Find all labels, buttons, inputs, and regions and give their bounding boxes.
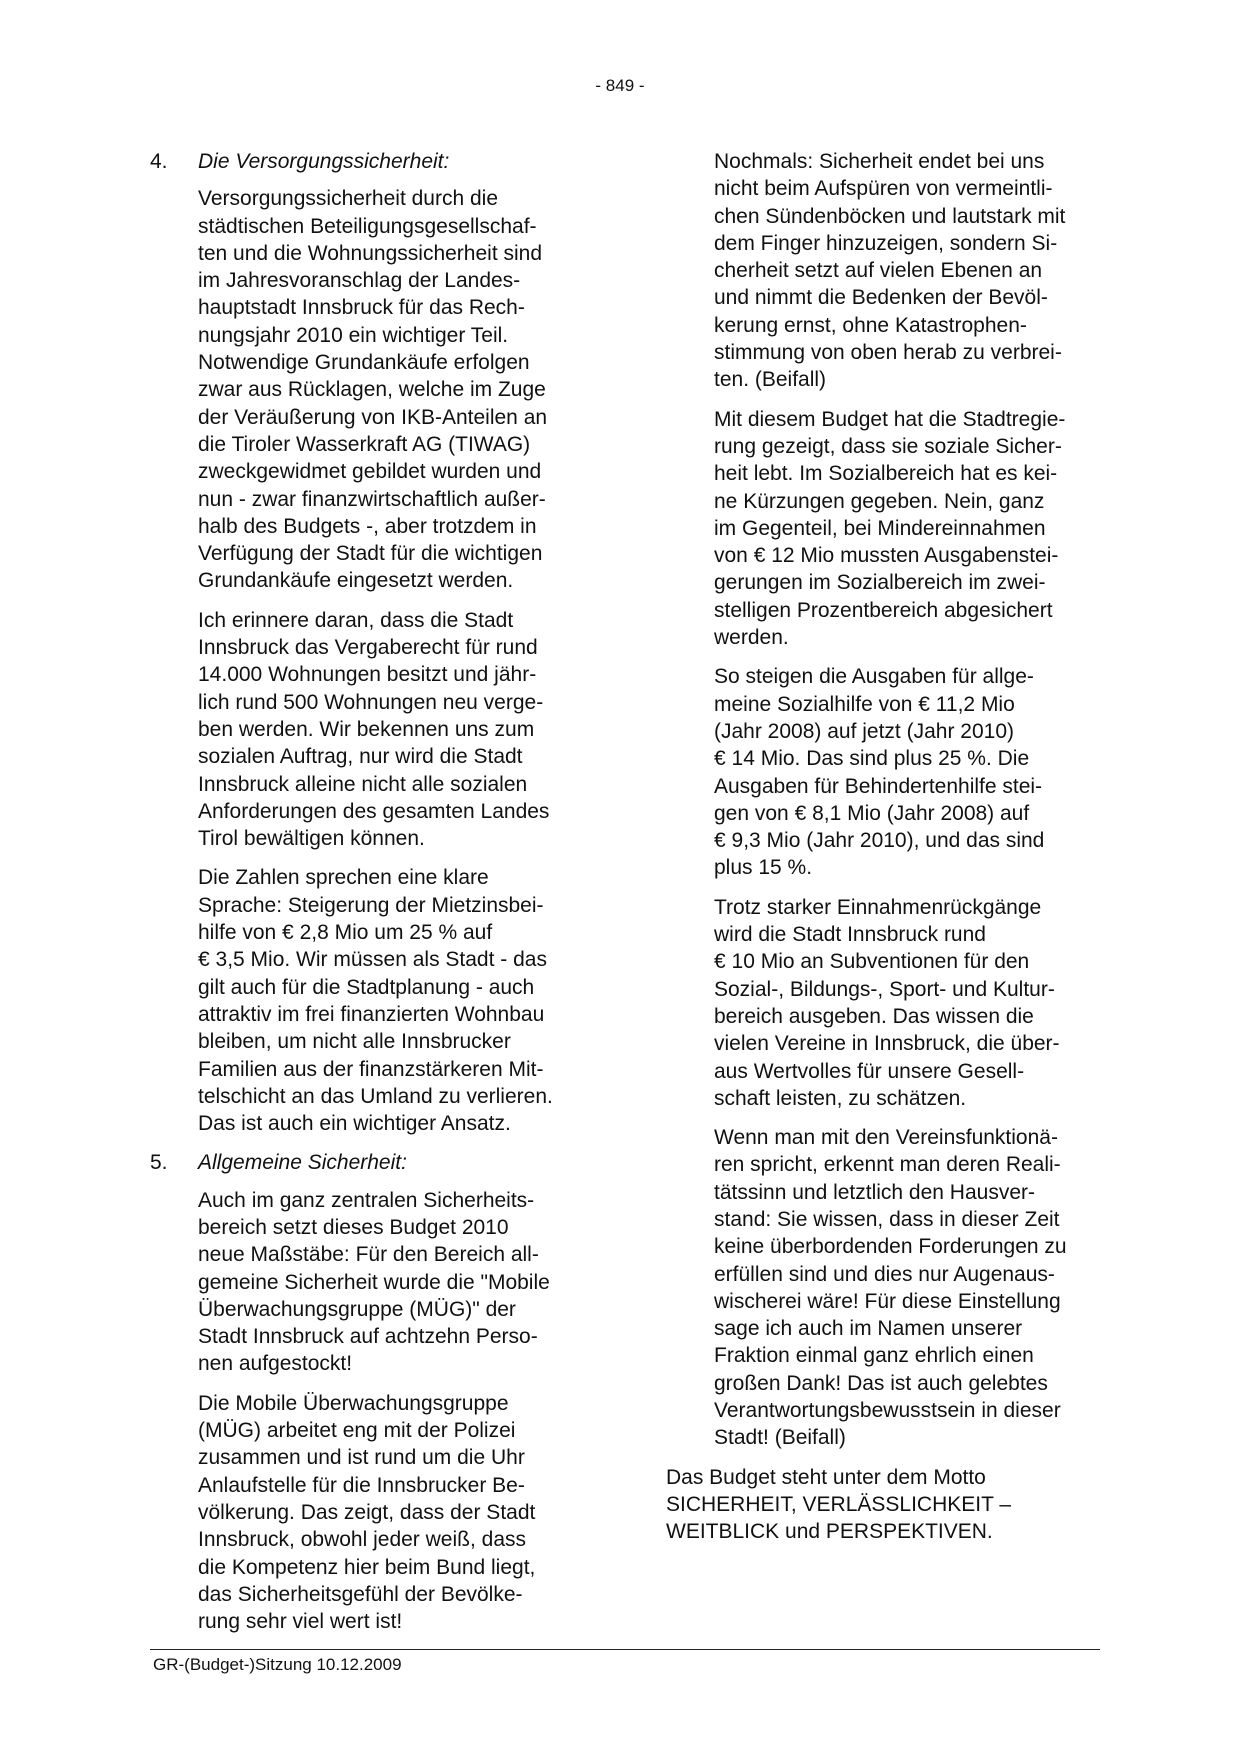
footer-session-label: GR-(Budget-)Sitzung 10.12.2009 — [153, 1655, 402, 1674]
section-5-paragraph-2: Die Mobile Überwachungsgruppe (MÜG) arbeitet eng mit der Polizei zusammen und ist rund um die Uhr Anlaufstelle für die Innsbrucker Be- völkerung. Das zeigt, dass der Stadt Innsbruck, obwohl jeder weiß, dass die Kompetenz hier beim Bund liegt, das Sicherheitsgefühl der Bevölke- rung sehr viel wert ist! — [198, 1391, 536, 1634]
section-5-number: 5. — [150, 1151, 168, 1175]
right-paragraph-1: Nochmals: Sicherheit endet bei uns nicht beim Aufspüren von vermeintli- chen Sündenböcken und lautstark mit dem Finger hinzuzeigen, sondern Si- cherheit setzt auf vielen Ebenen an und nimmt die Bedenken der Bevöl- kerung ernst, ohne Katastrophen- stimmung von oben herab zu verbrei- ten. (Beifall) — [714, 150, 1066, 392]
section-4-number: 4. — [150, 150, 168, 173]
right-paragraph-3: So steigen die Ausgaben für allge- meine Sozialhilfe von € 11,2 Mio (Jahr 2008) auf jetzt (Jahr 2010) € 14 Mio. Das sind plus 25 %. Die Ausgaben für Behindertenhilfe stei- gen von € 8,1 Mio (Jahr 2008) auf € 9,3 Mio (Jahr 2010), und das sind plus 15 %. — [714, 665, 1045, 880]
section-4-paragraph-3: Die Zahlen sprechen eine klare Sprache: Steigerung der Mietzinsbei- hilfe von € 2,8 Mio um 25 % auf € 3,5 Mio. Wir müssen als Stadt - das gilt auch für die Stadtplanung - auch attraktiv im frei finanzierten Wohnbau bleiben, um nicht alle Innsbrucker Familien aus der finanzstärkeren Mit- telschicht an das Umland zu verlieren. Das ist auch ein wichtiger Ansatz. — [198, 866, 553, 1136]
closing-motto: Das Budget steht unter dem Motto SICHERHEIT, VERLÄSSLICHKEIT – WEITBLICK und PERSPEKTIVEN. — [666, 1465, 1012, 1544]
section-5-heading — [150, 1149, 590, 1176]
right-paragraph-2: Mit diesem Budget hat die Stadtregie- rung gezeigt, dass sie soziale Sicher- heit lebt. Im Sozialbereich hat es kei- ne Kürzungen gegeben. Nein, ganz im Gegenteil, bei Mindereinnahmen von € 12 Mio mussten Ausgabenstei- gerungen im Sozialbereich im zwei- stelligen Prozentbereich abgesichert werden. — [714, 407, 1066, 650]
footer-divider — [150, 1649, 1100, 1650]
right-paragraph-4: Trotz starker Einnahmenrückgänge wird die Stadt Innsbruck rund € 10 Mio an Subventionen für den Sozial-, Bildungs-, Sport- und Kultur- bereich ausgeben. Das wissen die vielen Vereine in Innsbruck, die über- aus Wertvolles für unsere Gesell- schaft leisten, zu schätzen. — [714, 895, 1060, 1110]
section-4-paragraph-2: Ich erinnere daran, dass die Stadt Innsbruck das Vergaberecht für rund 14.000 Wohnungen besitzt und jähr- lich rund 500 Wohnungen neu verge- ben werden. Wir bekennen uns zum sozialen Auftrag, nur wird die Stadt Innsbruck alleine nicht alle sozialen Anforderungen des gesamten Landes Tirol bewältigen können. — [198, 608, 550, 851]
section-5-paragraph-1: Auch im ganz zentralen Sicherheits- bereich setzt dieses Budget 2010 neue Maßstäbe: Für den Bereich all- gemeine Sicherheit wurde die "Mobile Überwachungsgruppe (MÜG)" der Stadt Innsbruck auf achtzehn Perso- nen aufgestockt! — [198, 1188, 550, 1376]
section-4-heading — [150, 148, 590, 175]
section-4-title: Die Versorgungssicherheit: — [198, 150, 450, 173]
right-paragraph-5: Wenn man mit den Vereinsfunktionä- ren spricht, erkennt man deren Reali- tätssinn und letztlich den Hausver- stand: Sie wissen, dass in dieser Zeit keine überbordenden Forderungen zu erfüllen sind und dies nur Augenaus- wischerei wäre! Für diese Einstellung sage ich auch im Namen unserer Fraktion einmal ganz ehrlich einen großen Dank! Das ist auch gelebtes Verantwortungsbewusstsein in dieser Stadt! (Beifall) — [714, 1126, 1067, 1450]
section-4-paragraph-1: Versorgungssicherheit durch die städtischen Beteiligungsgesellschaf- ten und die Wohnungssicherheit sind im Jahresvoranschlag der Landes- hauptstadt Innsbruck für das Rech- nungsjahr 2010 ein wichtiger Teil. Notwendige Grundankäufe erfolgen zwar aus Rücklagen, welche im Zuge der Veräußerung von IKB-Anteilen an die Tiroler Wasserkraft AG (TIWAG) zweckgewidmet gebildet wurden und nun - zwar finanzwirtschaftlich außer- halb des Budgets -, aber trotzdem in Verfügung der Stadt für die wichtigen Grundankäufe eingesetzt werden. — [198, 187, 548, 593]
page-number: - 849 - — [595, 76, 645, 95]
section-5-title: Allgemeine Sicherheit: — [198, 1151, 407, 1175]
right-column — [666, 148, 1110, 1558]
left-column — [150, 148, 590, 1647]
